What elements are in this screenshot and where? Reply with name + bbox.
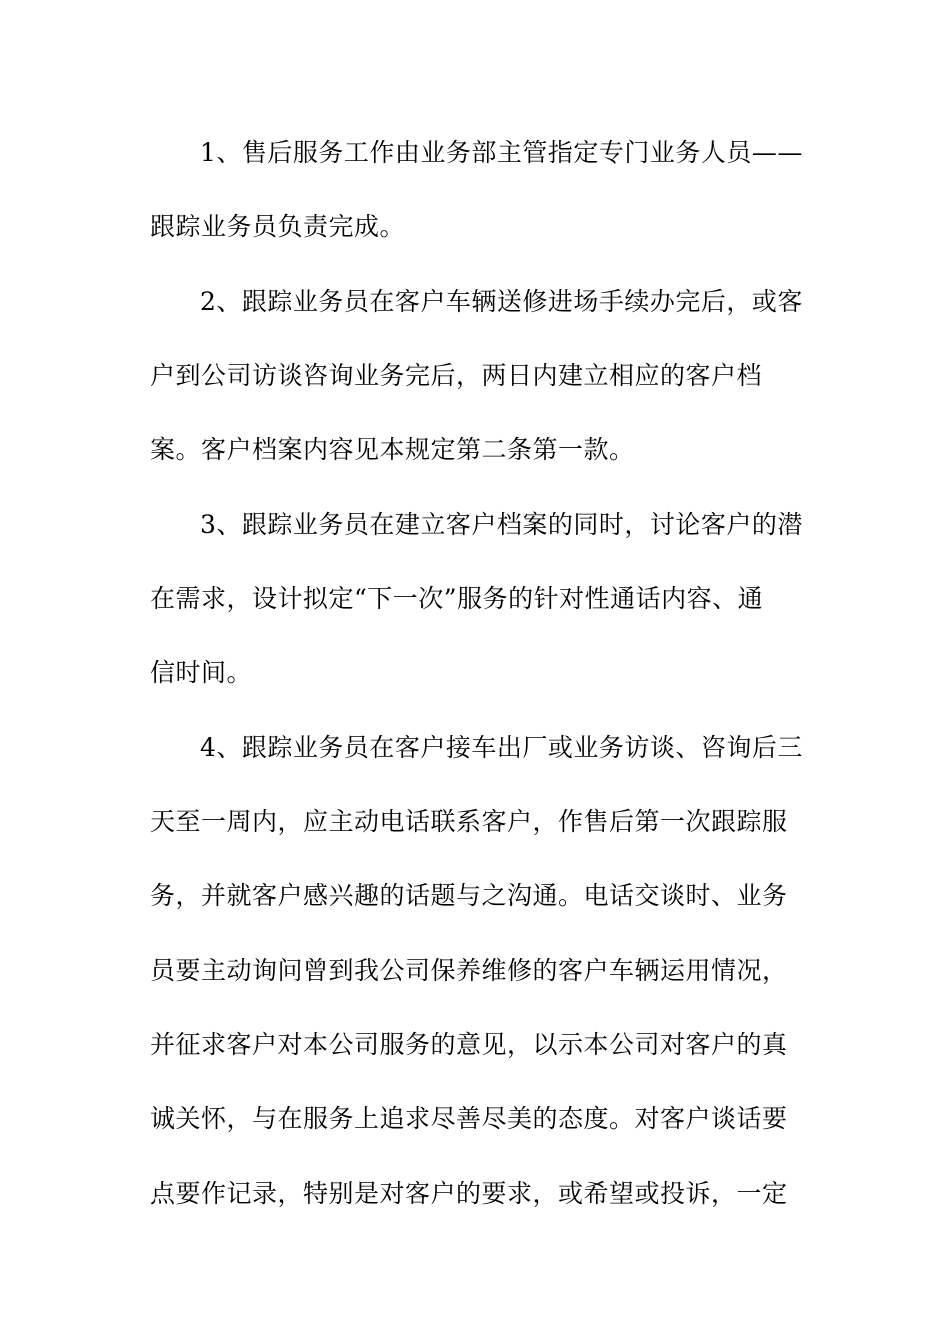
text-line: 跟踪业务员负责完成。 <box>150 212 406 241</box>
text-line: 3、跟踪业务员在建立客户档案的同时，讨论客户的潜 <box>200 510 803 539</box>
text-line: 4、跟踪业务员在客户接车出厂或业务访谈、咨询后三 <box>200 733 803 762</box>
text-line: 并征求客户对本公司服务的意见，以示本公司对客户的真 <box>150 1030 788 1059</box>
text-line: 在需求，设计拟定“下一次”服务的针对性通话内容、通 <box>150 584 764 613</box>
text-line: 员要主动询问曾到我公司保养维修的客户车辆运用情况， <box>150 956 788 985</box>
text-line: 案。客户档案内容见本规定第二条第一款。 <box>150 435 635 464</box>
text-line: 信时间。 <box>150 658 253 687</box>
text-line: 天至一周内，应主动电话联系客户，作售后第一次跟踪服 <box>150 807 788 836</box>
text-line: 户到公司访谈咨询业务完后，两日内建立相应的客户档 <box>150 361 763 390</box>
text-line: 2、跟踪业务员在客户车辆送修进场手续办完后，或客 <box>200 287 803 316</box>
text-line: 诚关怀，与在服务上追求尽善尽美的态度。对客户谈话要 <box>150 1104 788 1133</box>
text-line: 务，并就客户感兴趣的话题与之沟通。电话交谈时、业务 <box>150 881 788 910</box>
text-line: 1、售后服务工作由业务部主管指定专门业务人员—— <box>200 138 803 167</box>
text-line: 点要作记录，特别是对客户的要求，或希望或投诉，一定 <box>150 1179 788 1208</box>
